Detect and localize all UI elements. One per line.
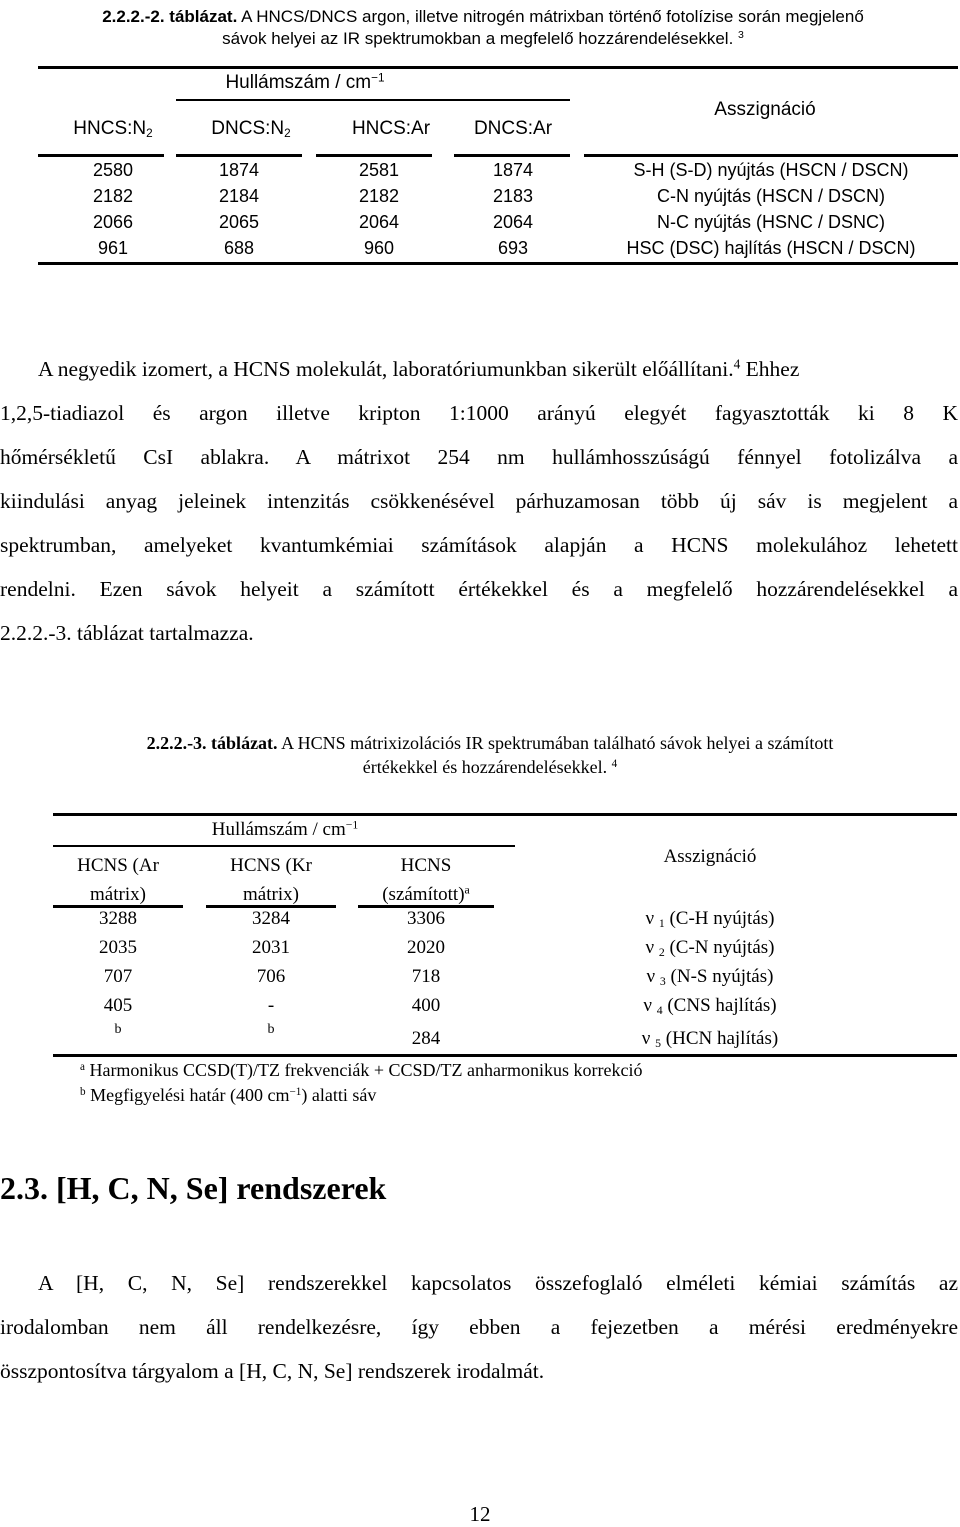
table2-col-header-2: $DNCS:N_2$ — [211, 118, 291, 140]
paragraph-line: hőmérsékletű CsI ablakra. A mátrixot 254 nm hullámhosszúságú fénnyel fotolizálva a — [0, 445, 958, 469]
table2-group-header: Hullámszám / $cm^{-1}$ — [225, 71, 385, 93]
table3-assign-cell: ν $_4$ (CNS hajlítás) — [643, 995, 777, 1017]
table2-cell: 2066 — [92, 212, 134, 232]
table2-col-header-1: $HNCS:N_2$ — [73, 118, 153, 140]
table3-cell: 2020 — [407, 937, 445, 958]
table2-caption-label: 2.2.2.-2. táblázat. — [102, 7, 238, 26]
table3-cell: 400 — [411, 995, 441, 1016]
table2-group-underline — [176, 99, 570, 101]
table3-col-header-3: HCNS (számított)$^a$ — [382, 855, 470, 905]
table2-top-rule — [38, 66, 958, 69]
table2-cell: 2064 — [492, 212, 534, 232]
table3-caption — [70, 731, 910, 779]
table2-caption-line2: sávok helyei az IR spektrumokban a megfelelő hozzárendelésekkel. — [222, 29, 734, 48]
table3-cell: 706 — [256, 966, 286, 987]
table2-cell: 961 — [97, 238, 129, 258]
table3-caption-ref: 4 — [611, 757, 618, 770]
table2-cell: 2064 — [358, 212, 400, 232]
table2-header-rule-2 — [176, 154, 302, 157]
table3-cell: b — [114, 1022, 122, 1037]
table3-bottom-rule — [53, 1054, 957, 1057]
table3-cell: 3288 — [99, 908, 137, 929]
paragraph-line: spektrumban, amelyeket kvantumkémiai számítások alapján a HCNS molekulához lehetett — [0, 533, 958, 557]
table2-cell: 960 — [363, 238, 395, 258]
table3-caption-line1: A HCNS mátrixizolációs IR spektrumában található sávok helyei a számított — [281, 733, 834, 753]
table2-cell: 2580 — [92, 160, 134, 180]
table3-assign-cell: ν $_1$ (C-H nyújtás) — [645, 908, 775, 930]
table3-cell: - — [267, 995, 275, 1016]
table2-caption-line1: A HNCS/DNCS argon, illetve nitrogén mátrixban történő fotolízise során megjelenő — [241, 7, 864, 26]
table3-group-header: Hullámszám / $cm^{-1}$ — [211, 818, 359, 840]
table3-cell: 3306 — [407, 908, 445, 929]
table3-cell: 405 — [103, 995, 133, 1016]
table2-caption-ref: 3 — [738, 29, 744, 42]
table3-cell: b — [267, 1022, 275, 1037]
table2-cell: C-N nyújtás (HSCN / DSCN) — [656, 186, 886, 206]
table2-cell: 693 — [497, 238, 529, 258]
table2-cell: N-C nyújtás (HSNC / DSNC) — [656, 212, 886, 232]
paragraph-2 — [0, 1261, 958, 1393]
table2-cell: 2182 — [358, 186, 400, 206]
table2-assign-header: Asszignáció — [714, 99, 816, 120]
table3-assign-header: Asszignáció — [663, 846, 757, 867]
table2-cell: 2065 — [218, 212, 260, 232]
table2-bottom-rule — [38, 262, 958, 265]
table2-cell: 2182 — [92, 186, 134, 206]
section-heading: 2.3. [H, C, N, Se] rendszerek — [0, 1170, 387, 1206]
table3-top-rule — [53, 813, 957, 816]
paragraph-line: kiindulási anyag jeleinek intenzitás csökkenésével párhuzamosan több új sáv is megjelent a — [0, 489, 958, 513]
table2-header-rule-1 — [38, 154, 164, 157]
table3-cell: 3284 — [252, 908, 290, 929]
table2-cell: 1874 — [218, 160, 260, 180]
paragraph-line: A negyedik izomert, a HCNS molekulát, laboratóriumunkban sikerült előállítani.$^4$ Ehhez — [38, 356, 800, 381]
table2-header-rule-5 — [584, 154, 958, 157]
table3-assign-cell: ν $_5$ (HCN hajlítás) — [641, 1028, 779, 1050]
paragraph1-ref: 4 — [733, 356, 741, 372]
paragraph-line: 2.2.2.-3. táblázat tartalmazza. — [0, 621, 254, 645]
table3-group-underline — [53, 845, 515, 847]
table3-caption-line2: értékekkel és hozzárendelésekkel. — [362, 757, 608, 777]
table2-cell: HSC (DSC) hajlítás (HSCN / DSCN) — [626, 238, 916, 258]
table2-cell: 2581 — [358, 160, 400, 180]
table3-assign-cell: ν $_3$ (N-S nyújtás) — [646, 966, 774, 988]
table2-header-rule-4 — [454, 154, 570, 157]
table2-col-header-3: HNCS:Ar — [351, 118, 431, 139]
table2-cell: S-H (S-D) nyújtás (HSCN / DSCN) — [633, 160, 909, 180]
table3-col-header-2: HCNS (Kr mátrix) — [230, 855, 312, 905]
paragraph-line: A [H, C, N, Se] rendszerekkel kapcsolatos összefoglaló elméleti kémiai számítás az — [38, 1271, 958, 1295]
table2-caption — [38, 6, 928, 50]
table2-col-header-4: DNCS:Ar — [473, 118, 553, 139]
table3-assign-cell: ν $_2$ (C-N nyújtás) — [645, 937, 775, 959]
table2-cell: 1874 — [492, 160, 534, 180]
paragraph-line: összpontosítva tárgyalom a [H, C, N, Se] rendszerek irodalmát. — [0, 1359, 545, 1383]
table2-cell: 2183 — [492, 186, 534, 206]
table3-cell: 707 — [103, 966, 133, 987]
table3-footnote-b: $^b$ Megfigyelési határ (400 $cm^{-1}$) alatti sáv — [80, 1085, 377, 1105]
paragraph-line: rendelni. Ezen sávok helyeit a számított értékekkel és a megfelelő hozzárendelésekkel a — [0, 577, 958, 601]
table2-cell: 2184 — [218, 186, 260, 206]
table3-caption-label: 2.2.2.-3. táblázat. — [146, 733, 278, 753]
paragraph-line: irodalomban nem áll rendelkezésre, így ebben a fejezetben a mérési eredményekre — [0, 1315, 958, 1339]
paragraph-1 — [0, 347, 958, 655]
table3-cell: 2035 — [99, 937, 137, 958]
table2-cell: 688 — [223, 238, 255, 258]
table3-col-header-1: HCNS (Ar mátrix) — [77, 855, 159, 905]
table2-header-rule-3 — [316, 154, 432, 157]
paragraph-line: 1,2,5-tiadiazol és argon illetve kripton 1:1000 arányú elegyét fagyasztották ki 8 K — [0, 401, 958, 425]
table3-footnote-a: $^a$ Harmonikus CCSD(T)/TZ frekvenciák + CCSD/TZ anharmonikus korrekció — [80, 1060, 643, 1080]
table3-cell: 718 — [411, 966, 441, 987]
table3-cell: 284 — [411, 1028, 441, 1049]
page-number: 12 — [469, 1502, 491, 1526]
table3-cell: 2031 — [252, 937, 290, 958]
